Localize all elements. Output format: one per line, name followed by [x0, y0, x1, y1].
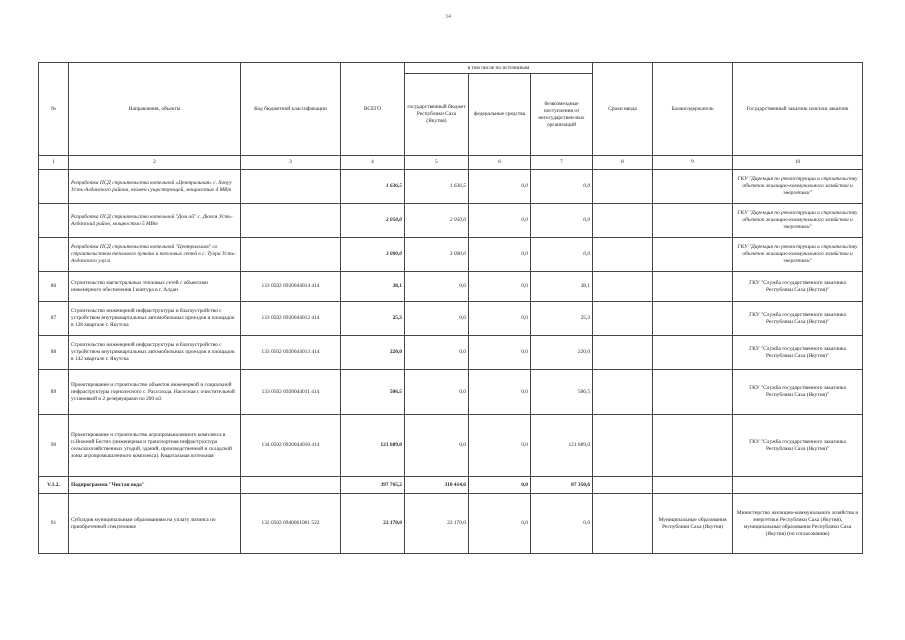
row-federal: 0,0 — [469, 336, 531, 370]
row-holder — [653, 477, 733, 494]
row-term — [593, 370, 653, 415]
col-number: 10 — [733, 156, 863, 170]
row-code: 133 0502 6920044011 414 — [241, 370, 341, 415]
row-code: 134 0502 6920044010 414 — [241, 415, 341, 477]
page-number: 34 — [445, 14, 451, 20]
row-name: Строительство магистральных тепловых сетей с объектами инженерного обеспечения I контура в г. Алдан — [69, 272, 241, 302]
row-gratuitous: 220,0 — [531, 336, 593, 370]
row-gratuitous: 87 350,6 — [531, 477, 593, 494]
row-holder — [653, 302, 733, 336]
row-holder — [653, 370, 733, 415]
row-total: 220,0 — [341, 336, 405, 370]
row-term — [593, 238, 653, 272]
row-total: 121 689,0 — [341, 415, 405, 477]
row-federal: 0,0 — [469, 370, 531, 415]
table-row — [39, 415, 863, 477]
row-holder — [653, 170, 733, 204]
header-state-budget: государственный бюджет Республики Саха (Якутия) — [405, 74, 469, 156]
table-body — [39, 170, 863, 554]
row-code — [241, 170, 341, 204]
row-total: 3 000,0 — [341, 238, 405, 272]
col-number: 2 — [69, 156, 241, 170]
col-number: 7 — [531, 156, 593, 170]
row-code: 133 0502 6920044013 414 — [241, 336, 341, 370]
row-total: 506,5 — [341, 370, 405, 415]
row-state-budget: 0,0 — [405, 370, 469, 415]
column-numbers-row — [39, 156, 863, 170]
col-number: 1 — [39, 156, 69, 170]
row-customer — [733, 477, 863, 494]
row-holder — [653, 272, 733, 302]
row-state-budget: 3 000,0 — [405, 238, 469, 272]
table-row — [39, 170, 863, 204]
header-sources-group: в том числе по источникам — [405, 63, 593, 74]
row-total: 22 170,0 — [341, 494, 405, 554]
row-federal: 0,0 — [469, 302, 531, 336]
col-number: 8 — [593, 156, 653, 170]
row-customer: ГКУ "Служба государственного заказчика Республики Саха (Якутия)" — [733, 370, 863, 415]
row-term — [593, 494, 653, 554]
table-row — [39, 370, 863, 415]
row-holder — [653, 336, 733, 370]
row-total: 2 050,0 — [341, 204, 405, 238]
table-row — [39, 477, 863, 494]
header-row-top — [39, 63, 863, 74]
row-code: 133 0502 6920044014 414 — [241, 272, 341, 302]
row-term — [593, 170, 653, 204]
row-state-budget: 22 170,0 — [405, 494, 469, 554]
row-state-budget: 1 636,5 — [405, 170, 469, 204]
row-gratuitous: 0,0 — [531, 238, 593, 272]
col-number: 5 — [405, 156, 469, 170]
table-row — [39, 302, 863, 336]
header-no: № — [39, 63, 69, 156]
row-holder: Муниципальные образования Республики Саха (Якутия) — [653, 494, 733, 554]
row-customer: ГКУ "Дирекция по реконструкции и строительству объектов жилищно-коммунального хозяйства и энергетики" — [733, 170, 863, 204]
row-number: 90 — [39, 415, 69, 477]
row-term — [593, 272, 653, 302]
row-number: 88 — [39, 336, 69, 370]
header-federal: федеральные средства — [469, 74, 531, 156]
row-code — [241, 204, 341, 238]
row-code: 132 0502 6940061001 522 — [241, 494, 341, 554]
row-total: 397 765,2 — [341, 477, 405, 494]
table-row — [39, 204, 863, 238]
row-code: 133 0502 6920044012 414 — [241, 302, 341, 336]
header-code: Код бюджетной классификации — [241, 63, 341, 156]
row-customer: ГКУ "Служба государственного заказчика Республики Саха (Якутия)" — [733, 336, 863, 370]
row-number: 86 — [39, 272, 69, 302]
row-number: 91 — [39, 494, 69, 554]
col-number: 6 — [469, 156, 531, 170]
row-code — [241, 477, 341, 494]
row-name: Разработка ПСД строительства котельной «Центральная» с. Хонуу Усть-Алданского района, взамен существующей, мощностью 4 МВт — [69, 170, 241, 204]
table-row — [39, 238, 863, 272]
row-state-budget: 310 414,6 — [405, 477, 469, 494]
row-number: V.1.2. — [39, 477, 69, 494]
row-federal: 0,0 — [469, 477, 531, 494]
row-name: Проектирование и строительство агропромышленного комплекса в п.Нижний Бестях (инженерная и транспортная инфраструктура сельскохозяйственных угодий, зданий, производственной и складской зоны агропромышленного комплекса). Квартальная котельная — [69, 415, 241, 477]
col-number: 4 — [341, 156, 405, 170]
row-federal: 0,0 — [469, 170, 531, 204]
row-gratuitous: 506,5 — [531, 370, 593, 415]
table-row — [39, 272, 863, 302]
row-gratuitous: 121 689,0 — [531, 415, 593, 477]
row-term — [593, 415, 653, 477]
row-customer: ГКУ "Дирекция по реконструкции и строительству объектов жилищно-коммунального хозяйства и энергетики" — [733, 204, 863, 238]
row-gratuitous: 0,0 — [531, 170, 593, 204]
row-holder — [653, 238, 733, 272]
row-customer: Министерство жилищно-коммунального хозяйства и энергетики Республики Саха (Якутия), муниципальные образования Республики Саха (Якутия) (по согласованию) — [733, 494, 863, 554]
row-federal: 0,0 — [469, 415, 531, 477]
header-total: ВСЕГО — [341, 63, 405, 156]
row-number: 87 — [39, 302, 69, 336]
header-gratuitous: безвозмездные поступления от негосударствен-ных организаций — [531, 74, 593, 156]
row-total: 38,1 — [341, 272, 405, 302]
row-federal: 0,0 — [469, 204, 531, 238]
header-direction: Направления, объекты — [69, 63, 241, 156]
row-code — [241, 238, 341, 272]
row-customer: ГКУ "Дирекция по реконструкции и строительству объектов жилищно-коммунального хозяйства и энергетики" — [733, 238, 863, 272]
row-number — [39, 238, 69, 272]
col-number: 3 — [241, 156, 341, 170]
row-customer: ГКУ "Служба государственного заказчика Республики Саха (Якутия)" — [733, 302, 863, 336]
row-federal: 0,0 — [469, 238, 531, 272]
table-row — [39, 494, 863, 554]
row-name: Разработка ПСД строительства котельной "Центральная" со строительством теплового пункта и тепловых сетей в с. Туора Усть-Алданского улуса — [69, 238, 241, 272]
row-gratuitous: 0,0 — [531, 204, 593, 238]
table-row — [39, 336, 863, 370]
row-number — [39, 204, 69, 238]
row-term — [593, 477, 653, 494]
row-federal: 0,0 — [469, 494, 531, 554]
row-customer: ГКУ "Служба государственного заказчика Республики Саха (Якутия)" — [733, 272, 863, 302]
row-state-budget: 0,0 — [405, 302, 469, 336]
header-holder: Балансодержатель — [653, 63, 733, 156]
row-state-budget: 0,0 — [405, 272, 469, 302]
row-holder — [653, 415, 733, 477]
row-name: Субсидия муниципальным образованиям на уплату лизинга по приобретенной спецтехнике — [69, 494, 241, 554]
row-name: Проектирование и строительство объектов инженерной и социальной инфраструктуры горнолесного с. Рассолода. Насосная с очистительной установкой и 2 резервуарами по 200 м3 — [69, 370, 241, 415]
row-name: Строительство инженерной инфраструктуры и благоустройство с устройством внутриквартальных автомобильных проездов и площадок в 128 квартале г. Якутска — [69, 302, 241, 336]
row-holder — [653, 204, 733, 238]
row-gratuitous: 38,1 — [531, 272, 593, 302]
row-term — [593, 204, 653, 238]
row-state-budget: 0,0 — [405, 415, 469, 477]
header-customer: Государственный заказчик или/или заказчик — [733, 63, 863, 156]
row-state-budget: 0,0 — [405, 336, 469, 370]
row-customer: ГКУ "Служба государственного заказчика Республики Саха (Якутия)" — [733, 415, 863, 477]
col-number: 9 — [653, 156, 733, 170]
row-name: Подпрограмма "Чистая вода" — [69, 477, 241, 494]
row-number — [39, 170, 69, 204]
row-name: Разработка ПСД строительства котельной "Дом ой" с. Дюпся Усть-Алданский район, мощностью 5 МВт — [69, 204, 241, 238]
budget-table — [38, 62, 863, 554]
row-state-budget: 2 050,0 — [405, 204, 469, 238]
row-name: Строительство инженерной инфраструктуры и благоустройство с устройством внутриквартальных автомобильных проездов и площадок в 142 квартале г. Якутска — [69, 336, 241, 370]
row-total: 1 636,5 — [341, 170, 405, 204]
row-total: 25,3 — [341, 302, 405, 336]
row-term — [593, 302, 653, 336]
row-gratuitous: 0,0 — [531, 494, 593, 554]
row-term — [593, 336, 653, 370]
header-term: Сроки ввода — [593, 63, 653, 156]
row-federal: 0,0 — [469, 272, 531, 302]
row-gratuitous: 25,3 — [531, 302, 593, 336]
row-number: 89 — [39, 370, 69, 415]
